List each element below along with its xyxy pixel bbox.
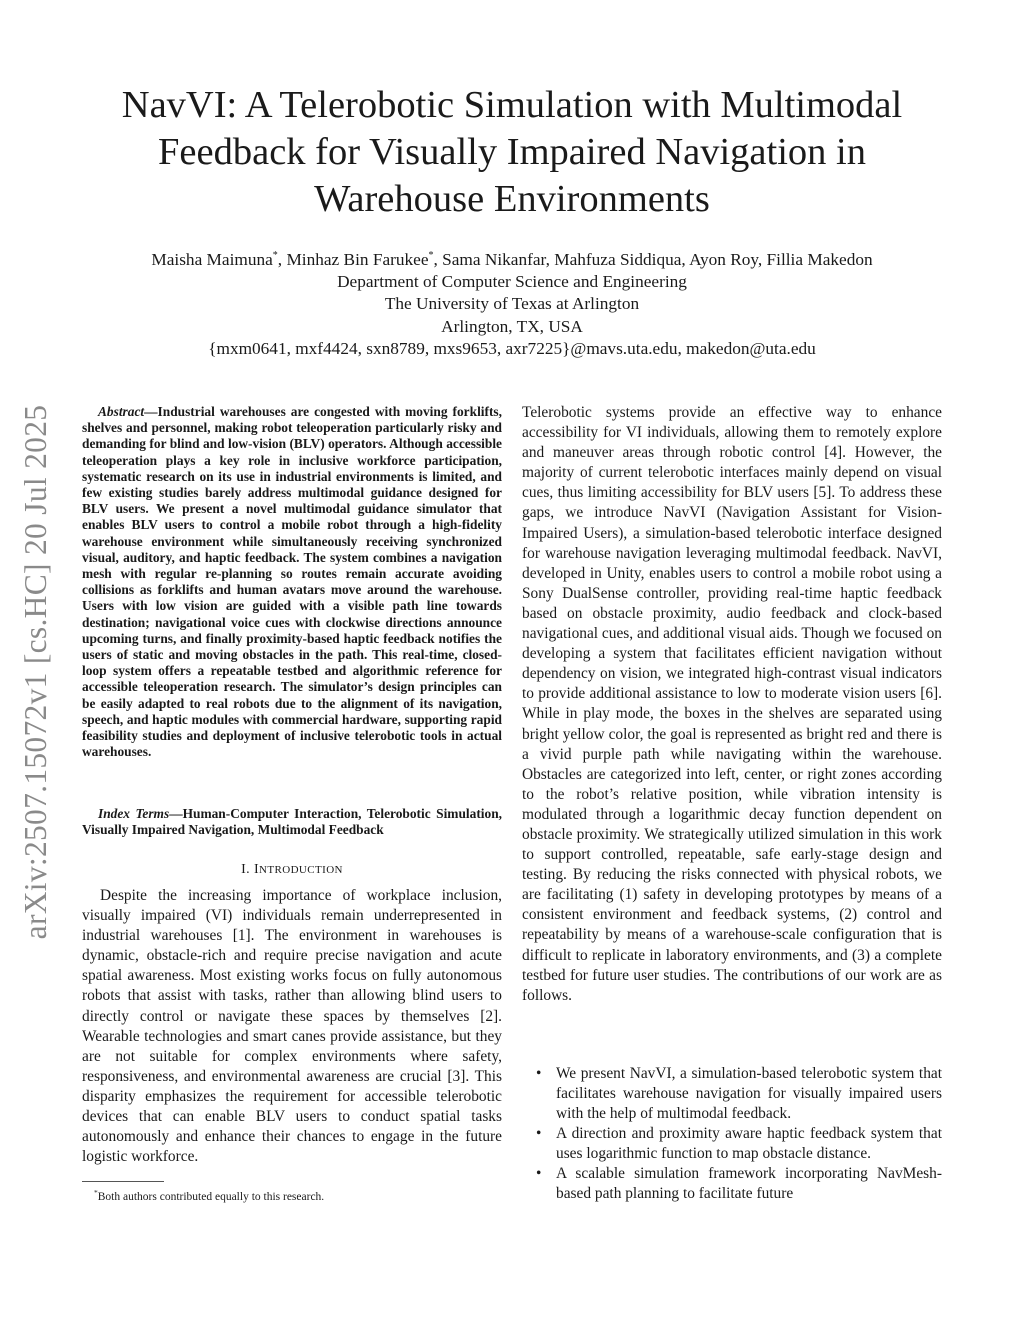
equal-contribution-mark: * bbox=[272, 250, 278, 262]
footnote-rule bbox=[82, 1181, 164, 1182]
bullet-icon: • bbox=[536, 1125, 542, 1142]
footnote bbox=[94, 1186, 324, 1204]
affiliation-university: The University of Texas at Arlington bbox=[384, 294, 640, 314]
author-2: , Minhaz Bin Farukee bbox=[277, 250, 429, 269]
introduction-paragraph-left bbox=[82, 886, 502, 1167]
introduction-paragraph-right bbox=[522, 403, 942, 1006]
index-terms-dash: — bbox=[169, 806, 183, 821]
bullet-icon: • bbox=[536, 1065, 542, 1082]
title-line-2: Feedback for Visually Impaired Navigation in bbox=[158, 131, 866, 173]
arxiv-stamp bbox=[0, 372, 72, 972]
bullet-icon: • bbox=[536, 1165, 542, 1182]
title-line-3: Warehouse Environments bbox=[314, 178, 710, 220]
contribution-text: A direction and proximity aware haptic feedback system that uses logarithmic function to map obstacle distance. bbox=[556, 1125, 942, 1162]
section-title-smallcaps: NTRODUCTION bbox=[259, 864, 343, 876]
footnote-text: Both authors contributed equally to this research. bbox=[97, 1190, 325, 1203]
intro-left-text: Despite the increasing importance of workplace inclusion, visually impaired (VI) individuals remain underrepresented in industrial warehouses [1]. The environment in warehouses is dynamic, obstacle-rich and require precise navigation and acute spatial awareness. Most existing works focus on fully autonomous robots that assist with tasks, rather than allowing blind users to directly control or navigate these spaces by themselves [2]. Wearable technologies and smart canes provide assistance, but they are not suitable for complex environments where safety, responsiveness, and environmental awareness are crucial [3]. This disparity emphasizes the requirement for accessible telerobotic devices that can enable BLV users to conduct spatial tasks autonomously and enhance their chances to engage in the future logistic workforce. bbox=[82, 887, 502, 1166]
abstract-text: Industrial warehouses are congested with moving forklifts, shelves and personnel, making robot teleoperation particularly risky and demanding for blind and low-vision (BLV) operators. Although accessible teleoperation plays a key role in inclusive workforce participation, systematic research on its use in industrial environments is limited, and few existing studies barely address multimodal guidance designed for BLV users. We present a novel multimodal guidance simulator that enables BLV users to control a mobile robot through a high-fidelity warehouse environment while simultaneously receiving synchronized visual, auditory, and haptic feedback. The system combines a navigation mesh with regular re-planning so routes remain accurate avoiding collisions as forklifts and human avatars move around the warehouse. Users with low vision are guided with a visible path line towards destination; navigational voice cues with clockwise directions announce upcoming turns, and finally proximity-based haptic feedback notifies the users of static and moving obstacles in the path. This real-time, closed-loop system offers a repeatable testbed and algorithmic reference for accessible teleoperation research. The simulator’s design principles can be easily adapted to real robots due to the alignment of its navigation, speech, and haptic modules with commercial hardware, supporting rapid feasibility studies and deployment of inclusive telerobotic tools in actual warehouses. bbox=[82, 404, 502, 760]
abstract bbox=[82, 404, 502, 760]
list-item bbox=[534, 1064, 942, 1124]
author-names bbox=[82, 249, 942, 271]
index-terms bbox=[82, 806, 502, 838]
contribution-text: A scalable simulation framework incorporating NavMesh-based path planning to facilitate future bbox=[556, 1165, 942, 1202]
paper-title bbox=[82, 82, 942, 223]
author-block bbox=[82, 249, 942, 360]
affiliation-location: Arlington, TX, USA bbox=[441, 316, 583, 336]
author-emails: {mxm0641, mxf4424, sxn8789, mxs9653, axr7225}@mavs.uta.edu, makedon@uta.edu bbox=[208, 338, 816, 358]
equal-contribution-mark: * bbox=[428, 250, 434, 262]
list-item bbox=[534, 1164, 942, 1204]
other-authors: , Sama Nikanfar, Mahfuza Siddiqua, Ayon Roy, Fillia Makedon bbox=[433, 250, 873, 269]
footnote-mark: * bbox=[94, 1188, 98, 1197]
section-numeral: I. I bbox=[241, 862, 260, 877]
author-1: Maisha Maimuna bbox=[151, 250, 273, 269]
intro-right-text: Telerobotic systems provide an effective way to enhance accessibility for VI individuals, allowing them to remotely explore and maneuver areas through robotic control [4]. However, the majority of current telerobotic interfaces mainly depend on visual cues, thus limiting accessibility for BLV users [5]. To address these gaps, we introduce NavVI (Navigation Assistant for Vision-Impaired Users), a simulation-based telerobotic interface designed for warehouse navigation leveraging multimodal feedback. NavVI, developed in Unity, enables users to control a mobile robot using a Sony DualSense controller, providing real-time haptic feedback based on obstacle proximity, audio feedback and clock-based navigational cues, and additional visual aids. Though we focused on developing a system that facilitates efficient navigation without dependency on vision, we integrated high-contrast visual indicators to provide additional assistance to low to moderate vision users [6]. While in play mode, the boxes in the shelves are separated using bright yellow color, the goal is represented as bright red and there is a vivid purple path while navigating within the warehouse. Obstacles are categorized into left, center, or right zones according to the robot’s relative position, while vibration intensity is modulated through a logarithmic decay function dependent on obstacle proximity. We strategically utilized simulation in this work to support controlled, repeatable, safe early-stage design and testing. By reducing the risks connected with physical robots, we are facilitating (1) safety in developing prototypes by means of a consistent environment and feedback systems, (2) control and repeatability by means of a warehouse-scale configuration that is difficult to replicate in laboratory environments, and (3) a complete testbed for future user studies. The contributions of our work are as follows. bbox=[522, 404, 942, 1004]
title-line-1: NavVI: A Telerobotic Simulation with Multimodal bbox=[121, 84, 903, 126]
abstract-label: Abstract bbox=[98, 404, 145, 419]
contribution-text: We present NavVI, a simulation-based telerobotic system that facilitates warehouse navigation for visually impaired users with the help of multimodal feedback. bbox=[556, 1065, 942, 1122]
index-terms-text: Human-Computer Interaction, Telerobotic Simulation, Visually Impaired Navigation, Multimodal Feedback bbox=[82, 806, 502, 838]
abstract-dash: — bbox=[144, 404, 158, 419]
section-heading-introduction bbox=[82, 862, 502, 878]
contributions-list bbox=[534, 1064, 942, 1204]
list-item bbox=[534, 1124, 942, 1164]
index-terms-label: Index Terms bbox=[98, 806, 170, 821]
affiliation-department: Department of Computer Science and Engineering bbox=[337, 272, 687, 292]
arxiv-stamp-text: arXiv:2507.15072v1 [cs.HC] 20 Jul 2025 bbox=[18, 404, 53, 940]
